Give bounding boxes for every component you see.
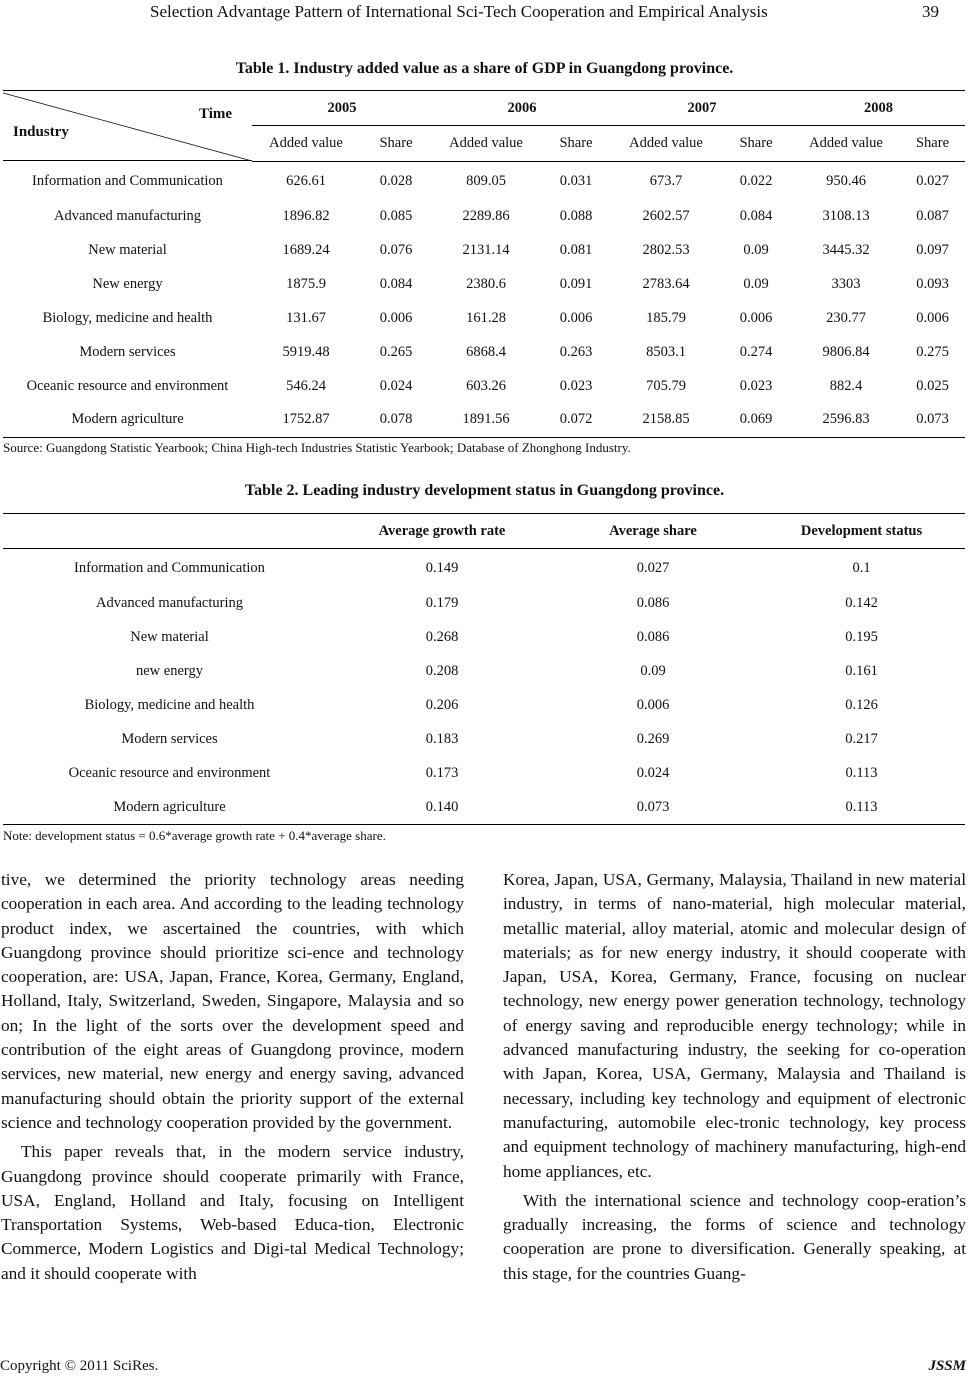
table-cell: 185.79 [646,309,686,326]
table-cell: 0.173 [425,765,459,781]
table-cell: 0.263 [559,343,593,360]
table-cell: 0.084 [379,275,413,292]
table-row [3,369,965,403]
table-cell: 0.081 [559,241,593,258]
table-cell: 0.217 [845,731,878,747]
table-cell: 0.022 [739,172,773,189]
table-row [3,335,965,369]
table-cell: 809.05 [466,172,506,189]
table-cell: 0.087 [916,207,949,224]
sub-header: Share [900,126,965,161]
table-cell: 546.24 [286,377,326,394]
table-cell: 0.031 [559,172,593,189]
table-cell: 0.09 [743,241,769,258]
table1 [3,90,965,438]
sub-header: Share [720,126,792,161]
industry-name: Advanced manufacturing [54,207,201,224]
industry-name: Oceanic resource and environment [26,377,229,394]
table-cell: 0.113 [845,798,878,815]
table-cell: 0.149 [425,560,459,577]
table-row [3,233,965,267]
table-cell: 0.085 [379,207,413,224]
table-cell: 0.025 [916,377,949,394]
table-cell: 5919.48 [282,343,330,360]
table-cell: 0.078 [379,411,413,428]
table-cell: 0.088 [559,207,593,224]
table2-caption: Table 2. Leading industry development status in Guangdong province. [244,482,725,499]
industry-name: new energy [136,663,203,679]
table-cell: 0.265 [379,343,413,360]
table-cell: 161.28 [466,309,506,326]
table-cell: 882.4 [829,377,863,394]
table-cell: 673.7 [649,172,683,189]
table-cell: 0.024 [379,377,413,394]
table-cell: 9806.84 [822,343,870,360]
table-cell: 1891.56 [462,411,510,428]
year-header: 2008 [792,91,965,126]
table-cell: 0.140 [425,798,459,815]
table1-corner-cell [3,91,252,162]
table-cell: 0.275 [916,343,949,360]
table-cell: 0.069 [739,411,773,428]
table-cell: 0.076 [379,241,413,258]
table-cell: 0.179 [425,595,459,611]
journal-name: JSSM [928,1358,966,1374]
table-cell: 0.006 [559,309,593,326]
table-cell: 230.77 [826,309,866,326]
table-cell: 2158.85 [642,411,690,428]
sub-header: Added value [792,126,900,161]
industry-name: Advanced manufacturing [96,595,243,611]
table-cell: 1689.24 [282,241,330,258]
table-row [3,689,965,723]
table2-header [3,514,336,549]
table-cell: 0.006 [636,697,670,713]
table2-header: Average share [548,514,758,549]
table-cell: 0.086 [636,629,670,645]
table-cell: 0.086 [636,595,670,611]
table-cell: 3445.32 [822,241,870,258]
sub-header: Added value [612,126,720,161]
table-cell: 705.79 [646,377,686,394]
year-header: 2007 [612,91,792,126]
table-cell: 0.274 [739,343,773,360]
table-cell: 0.073 [636,798,670,815]
industry-name: Oceanic resource and environment [68,765,271,781]
table-cell: 3303 [831,275,861,292]
table-row [3,655,965,689]
industry-name: Modern services [79,343,176,360]
table-cell: 0.208 [425,663,459,679]
table-cell: 0.093 [916,275,949,292]
table-cell: 0.006 [379,309,413,326]
table-cell: 0.142 [845,595,878,611]
table-cell: 0.006 [739,309,773,326]
table-cell: 2131.14 [462,241,510,258]
page-number: 39 [922,2,939,21]
table-cell: 1875.9 [286,275,326,292]
table-cell: 8503.1 [646,343,686,360]
industry-name: Modern agriculture [113,798,226,815]
table-row [3,621,965,655]
table-cell: 1752.87 [282,411,330,428]
table-cell: 0.126 [845,697,878,713]
table-cell: 2602.57 [642,207,690,224]
sub-header: Added value [432,126,540,161]
table-row [3,757,965,791]
paragraph: tive, we determined the priority technology areas needing cooperation in each area. And according to the leading technology product index, we ascertained the countries, with which Guangdong province should prioritize sci-ence and technology cooperation, are: USA, Japan, France, Korea, Germany, England, Holland, Italy, Switzerland, Sweden, Singapore, Malaysia and so on; In the light of the sorts over the development speed and contribution of the eight areas of Guangdong province, modern services, new material, new energy and energy saving, advanced manufacturing should obtain the priority support of the external science and technology cooperation provided by the government. [1,870,464,1132]
body-column-right [503,868,966,1286]
table-cell: 0.097 [916,241,949,258]
table1-source: Source: Guangdong Statistic Yearbook; China High-tech Industries Statistic Yearbook; Database of Zhonghong Industry. [3,440,631,455]
table2-header: Average growth rate [336,514,548,549]
table-cell: 0.023 [559,377,593,394]
sub-header: Share [360,126,432,161]
table-cell: 0.027 [636,560,670,577]
table-cell: 0.09 [743,275,769,292]
year-header: 2006 [432,91,612,126]
running-head [0,2,969,22]
table-cell: 2802.53 [642,241,690,258]
table-cell: 131.67 [286,309,326,326]
table-cell: 0.073 [916,411,949,428]
table-cell: 0.024 [636,765,670,781]
table-cell: 0.023 [739,377,773,394]
table-cell: 0.195 [845,629,878,645]
table-cell: 2783.64 [642,275,690,292]
industry-name: Information and Communication [74,560,265,577]
table-cell: 6868.4 [466,343,506,360]
table2-header: Development status [758,514,965,549]
table-cell: 2380.6 [466,275,506,292]
industry-name: Modern agriculture [71,411,184,428]
table-row [3,549,965,587]
paragraph: Korea, Japan, USA, Germany, Malaysia, Thailand in new material industry, in terms of nano-material, high molecular material, metallic material, alloy material, atomic and molecular design of materials; as for new energy industry, it should cooperate with Japan, USA, Korea, Germany, France, focusing on nuclear technology, new energy power generation technology, technology of energy saving and reproducible energy technology; while in advanced manufacturing industry, the seeking for co-operation with Japan, Korea, USA, Germany, Malaysia and Thailand is necessary, including key technology and equipment of electronic manufacturing, automobile elec-tronic technology, key process and equipment technology of machinery manufacturing, high-end home appliances, etc. [503,870,966,1181]
table-cell: 0.206 [425,697,459,713]
industry-name: New energy [92,275,163,292]
table-cell: 0.084 [739,207,773,224]
table-cell: 0.269 [636,731,670,747]
corner-industry-label: Industry [13,124,69,140]
running-title: Selection Advantage Pattern of International Sci-Tech Cooperation and Empirical Analysis [150,2,768,21]
table-row [3,161,965,199]
table2-note: Note: development status = 0.6*average growth rate + 0.4*average share. [3,828,386,843]
sub-header: Added value [252,126,360,161]
table-cell: 950.46 [826,172,866,189]
copyright-notice: Copyright © 2011 SciRes. [0,1358,159,1374]
industry-name: Modern services [121,731,218,747]
table-row [3,199,965,233]
table-cell: 3108.13 [822,207,870,224]
table-cell: 0.161 [845,663,878,679]
industry-name: Biology, medicine and health [84,697,255,713]
industry-name: New material [130,629,209,645]
table-row [3,587,965,621]
industry-name: New material [88,241,167,258]
table-row [3,791,965,825]
table-cell: 0.072 [559,411,593,428]
table-row [3,723,965,757]
table-cell: 0.183 [425,731,459,747]
industry-name: Information and Communication [32,172,223,189]
table-cell: 2596.83 [822,411,870,428]
table1-caption: Table 1. Industry added value as a share of GDP in Guangdong province. [235,60,734,77]
table2 [3,513,965,825]
year-header: 2005 [252,91,432,126]
table-cell: 0.091 [559,275,593,292]
table-cell: 0.1 [852,560,871,577]
table-cell: 1896.82 [282,207,330,224]
table-cell: 0.268 [425,629,459,645]
page-footer [0,1358,969,1382]
body-column-left [1,868,464,1286]
table-row [3,267,965,301]
corner-time-label: Time [199,106,233,122]
table-cell: 2289.86 [462,207,510,224]
table-row [3,403,965,437]
table-row [3,301,965,335]
table-cell: 603.26 [466,377,506,394]
sub-header: Share [540,126,612,161]
industry-name: Biology, medicine and health [42,309,213,326]
table-cell: 0.028 [379,172,413,189]
paragraph: This paper reveals that, in the modern service industry, Guangdong province should cooperate primarily with France, USA, England, Holland and Italy, focusing on Intelligent Transportation Systems, Web-based Educa-tion, Electronic Commerce, Modern Logistics and Digi-tal Medical Technology; and it should cooperate with [1,1142,464,1283]
paragraph: With the international science and technology coop-eration’s gradually increasing, the forms of science and technology cooperation are prone to diversification. Generally speaking, at this stage, for the countries Guang- [503,1190,966,1283]
table-cell: 626.61 [286,172,326,189]
table-cell: 0.027 [916,172,949,189]
table-cell: 0.09 [640,663,666,679]
table-cell: 0.006 [916,309,949,326]
table-cell: 0.113 [845,765,878,781]
